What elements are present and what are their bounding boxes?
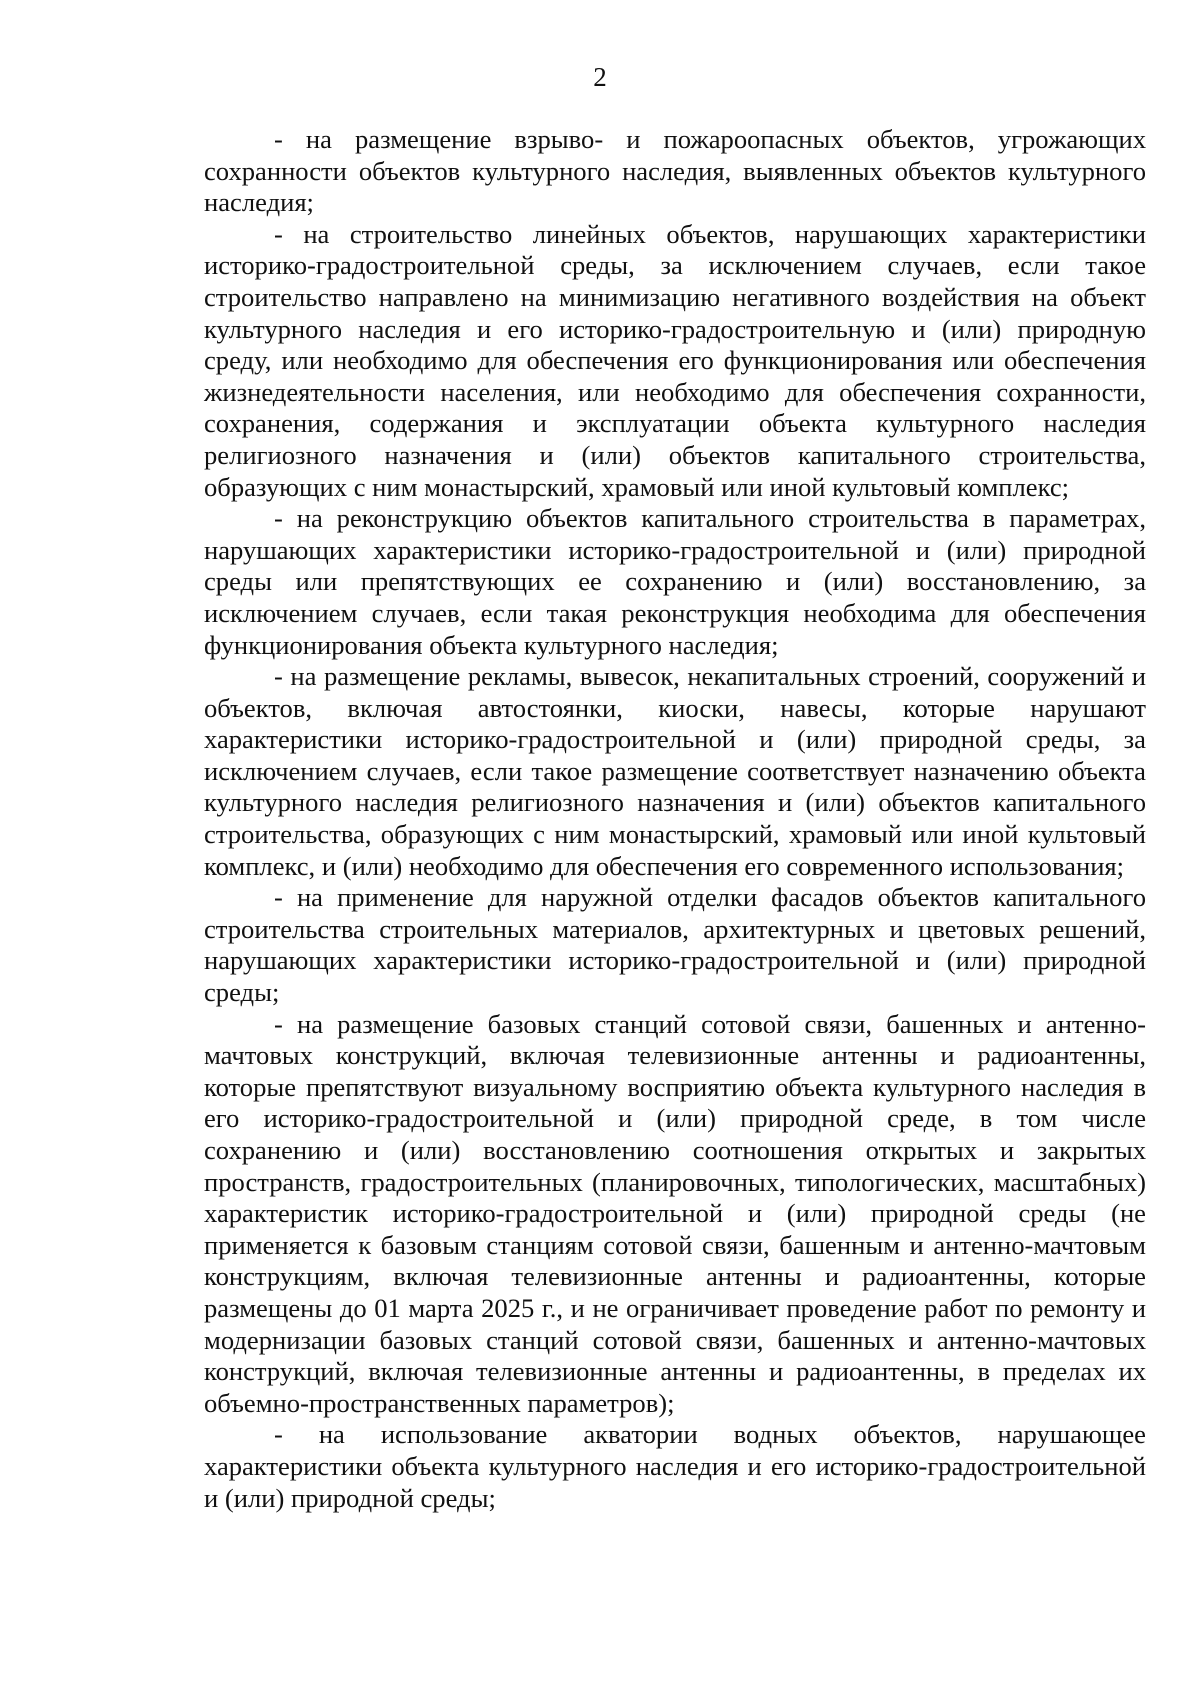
page-number: 2 <box>593 62 607 92</box>
paragraph-advertising: - на размещение рекламы, вывесок, некапитальных строений, сооружений и объектов, включая автостоянки, киоски, навесы, которые нарушают характеристики историко-градостроительной и (или) природной среды, за исключением случаев, если такое размещение соответствует назначению объекта культурного наследия религиозного назначения и (или) объектов капитального строительства, образующих с ним монастырский, храмовый или иной культовый комплекс, и (или) необходимо для обеспечения его современного использования; <box>204 661 1146 881</box>
paragraph-base-stations: - на размещение базовых станций сотовой связи, башенных и антенно-мачтовых конструкций, включая телевизионные антенны и радиоантенны, которые препятствуют визуальному восприятию объекта культурного наследия в его историко-градостроительной и (или) природной среде, в том числе сохранению и (или) восстановлению соотношения открытых и закрытых пространств, градостроительных (планировочных, типологических, масштабных) характеристик историко-градостроительной и (или) природной среды (не применяется к базовым станциям сотовой связи, башенным и антенно-мачтовым конструкциям, включая телевизионные антенны и радиоантенны, которые размещены до 01 марта 2025 г., и не ограничивает проведение работ по ремонту и модернизации базовых станций сотовой связи, башенных и антенно-мачтовых конструкций, включая телевизионные антенны и радиоантенны, в пределах их объемно-пространственных параметров); <box>204 1008 1146 1418</box>
paragraph-reconstruction: - на реконструкцию объектов капитального строительства в параметрах, нарушающих характеристики историко-градостроительной и (или) природной среды или препятствующих ее сохранению и (или) восстановлению, за исключением случаев, если такая реконструкция необходима для обеспечения функционирования объекта культурного наследия; <box>204 503 1146 660</box>
paragraph-facade-materials: - на применение для наружной отделки фасадов объектов капитального строительства строительных материалов, архитектурных и цветовых решений, нарушающих характеристики историко-градостроительной и (или) природной среды; <box>204 882 1146 1008</box>
paragraph-explosive-objects: - на размещение взрыво- и пожароопасных объектов, угрожающих сохранности объектов культурного наследия, выявленных объектов культурного наследия; <box>204 124 1146 218</box>
paragraph-linear-objects: - на строительство линейных объектов, нарушающих характеристики историко-градостроительной среды, за исключением случаев, если такое строительство направлено на минимизацию негативного воздействия на объект культурного наследия и его историко-градостроительную и (или) природную среду, или необходимо для обеспечения его функционирования или обеспечения жизнедеятельности населения, или необходимо для обеспечения сохранности, сохранения, содержания и эксплуатации объекта культурного наследия религиозного назначения и (или) объектов капитального строительства, образующих с ним монастырский, храмовый или иной культовый комплекс; <box>204 218 1146 502</box>
paragraph-water-area: - на использование акватории водных объектов, нарушающее характеристики объекта культурного наследия и его историко-градостроительной и (или) природной среды; <box>204 1419 1146 1513</box>
document-body <box>204 124 1146 1514</box>
